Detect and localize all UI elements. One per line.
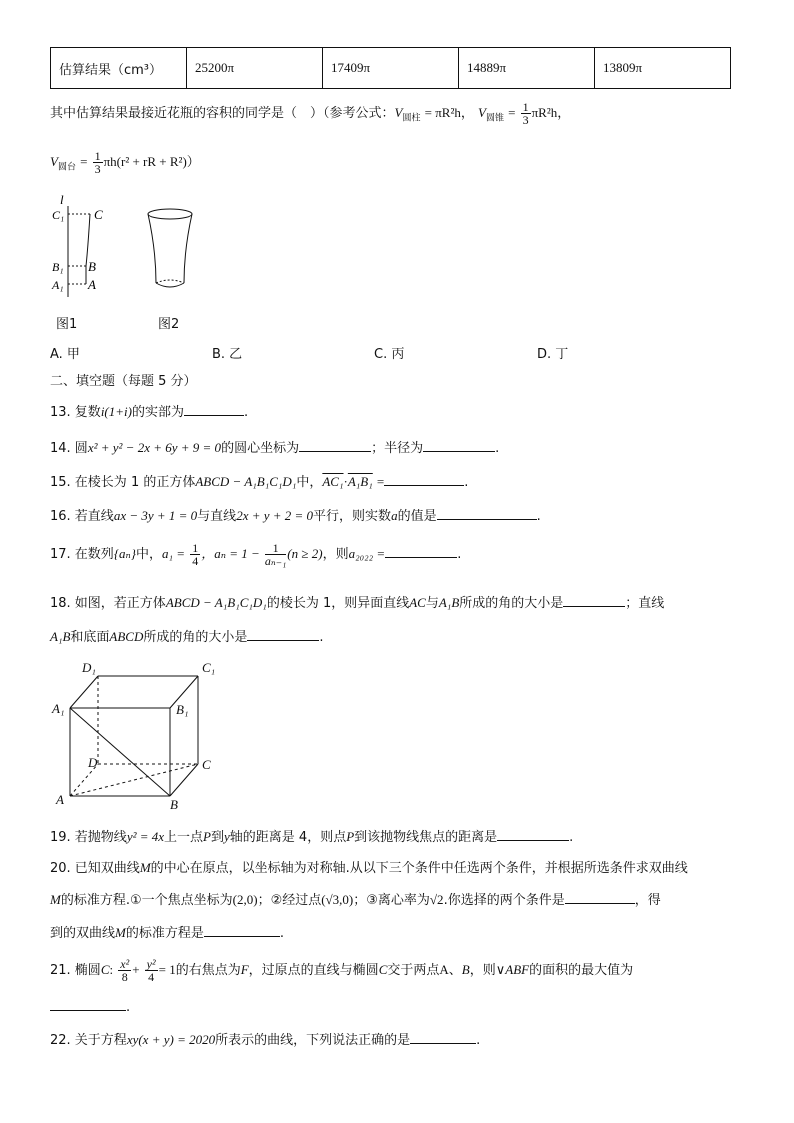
cube-label-d: D — [88, 755, 98, 770]
answer-blank[interactable] — [299, 439, 371, 452]
q22-end: . — [476, 1033, 481, 1048]
frac-num: 1 — [522, 100, 529, 114]
fig1-caption: 图1 — [56, 317, 78, 332]
q22-pre: 22. 关于方程 — [50, 1033, 127, 1048]
q15-dot: · — [343, 474, 348, 489]
answer-blank[interactable] — [437, 507, 537, 520]
q17-pre: 17. 在数列 — [50, 547, 114, 562]
q16-mid: 与直线 — [197, 509, 237, 524]
q18-ac: AC — [409, 595, 426, 610]
q20-line1: 20. 已知双曲线 — [50, 861, 140, 876]
q17-post: ，则 — [322, 547, 349, 562]
cube-label-c1: C₁ — [202, 660, 216, 675]
table-cell: 13809π — [595, 48, 731, 89]
estimate-table — [50, 47, 731, 89]
q13-end: . — [243, 405, 249, 420]
q18-pre: 18. 如图，若正方体 — [50, 596, 166, 611]
q13-post: 的实部为 — [131, 405, 184, 420]
fig1-label-l: l — [60, 192, 64, 207]
q19-mid: 上一点 — [164, 830, 204, 845]
q15-expr: ABCD − A₁B₁C₁D₁ — [195, 474, 297, 489]
q21-pre: 21. 椭圆 — [50, 963, 101, 978]
q16-post: 的值是 — [397, 509, 437, 524]
q20-line2b: ；②经过点 — [257, 893, 322, 908]
q20-ecc: √2 — [429, 892, 444, 907]
cube-figure — [50, 658, 230, 814]
formula-sub: 圆锥 — [485, 113, 504, 124]
q18-end: ；直线 — [625, 596, 665, 611]
q19-expr: y² = 4x — [126, 829, 165, 844]
fig1-label-a1: A₁ — [52, 278, 64, 292]
section-title: 二、填空题（每题 5 分） — [50, 374, 197, 389]
q21-mid3: 交于两点 — [387, 963, 440, 978]
question-14 — [50, 437, 499, 456]
q20-line3-end: . — [279, 926, 285, 941]
frac-den: aₙ₋₁ — [264, 554, 287, 568]
answer-blank[interactable] — [184, 403, 244, 416]
q21-c2: C — [378, 962, 388, 977]
fig1-label-c1: C₁ — [52, 208, 65, 222]
question-20-line2 — [50, 889, 661, 908]
fraction — [190, 542, 200, 567]
q12-stem — [50, 101, 570, 126]
question-16 — [50, 505, 541, 524]
q19-p2: P — [346, 829, 355, 844]
fig1-label-b1: B₁ — [52, 260, 64, 274]
q17-target: a₂₀₂₂ = — [348, 546, 386, 561]
answer-blank[interactable] — [497, 828, 569, 841]
q18-line2-a1b: A₁B — [50, 629, 71, 644]
answer-blank[interactable] — [204, 924, 280, 937]
q15-vec2: A₁B₁ — [347, 474, 373, 489]
cube-label-c: C — [202, 757, 211, 772]
frac-num: x² — [120, 957, 130, 971]
q16-e2: 2x + y + 2 = 0 — [236, 508, 314, 523]
q14-end: . — [495, 441, 500, 456]
fig1-label-a: A — [88, 277, 96, 292]
q20-line2c: ；③离心率为 — [353, 893, 430, 908]
fig2-caption: 图2 — [158, 317, 180, 332]
q18-a1b: A₁B — [438, 595, 460, 610]
q15-mid: 中， — [296, 475, 323, 490]
q14-mid2: ；半径为 — [371, 441, 424, 456]
q17-cond: (n ≥ 2) — [287, 546, 323, 561]
q21-a: A — [439, 962, 449, 977]
q21-mid: 的右焦点为 — [175, 963, 241, 978]
q19-mid2: 到 — [211, 830, 225, 845]
q19-mid3: 轴的距离是 4，则点 — [229, 830, 347, 845]
q19-post: 到该抛物线焦点的距离是 — [354, 830, 498, 845]
formula-rhs: πR²h， — [531, 105, 571, 120]
q21-post2: 的面积的最大值为 — [529, 963, 634, 978]
q22-expr: xy(x + y) = 2020 — [126, 1032, 216, 1047]
answer-blank[interactable] — [385, 545, 457, 558]
frac-den: 4 — [192, 554, 199, 568]
q22-post: 所表示的曲线，下列说法正确的是 — [215, 1033, 411, 1048]
fraction — [118, 958, 131, 983]
q19-y: y — [224, 829, 230, 844]
q15-eq: = — [376, 474, 385, 489]
q21-colon: : — [109, 962, 114, 977]
formula-rhs: = πR²h， — [424, 105, 474, 120]
frac-num: 1 — [192, 541, 199, 555]
q20-line3a: 到的双曲线 — [50, 926, 116, 941]
q14-pre: 14. 圆 — [50, 441, 88, 456]
q13-expr: i(1+i) — [100, 404, 132, 419]
q21-plus: + — [132, 962, 140, 977]
figure-1 — [48, 192, 118, 302]
answer-blank[interactable] — [384, 473, 464, 486]
fraction — [93, 150, 103, 175]
q17-mid: 中， — [135, 547, 162, 562]
table-row — [51, 48, 731, 89]
fig1-label-c: C — [94, 207, 103, 222]
q20-focus: (2,0) — [232, 892, 258, 907]
option-c[interactable]: C. 丙 — [374, 347, 405, 362]
q20-line2d: .你选择的两个条件是 — [443, 893, 565, 908]
q18-line2-end: . — [319, 630, 324, 645]
q18-mid2: 与 — [425, 596, 439, 611]
table-cell: 17409π — [323, 48, 459, 89]
q20-line1b: 的中心在原点，以坐标轴为对称轴.从以下三个条件中任选两个条件，并根据所选条件求双曲线 — [150, 861, 688, 876]
question-19 — [50, 826, 573, 845]
q21-b: B — [461, 962, 470, 977]
q16-mid2: 平行，则实数 — [313, 509, 392, 524]
formula-v: V — [477, 105, 486, 120]
formula-eq: = — [80, 154, 88, 169]
q21-mid2: ，过原点的直线与椭圆 — [248, 963, 379, 978]
frac-den: 3 — [94, 162, 101, 176]
q20-line3-m: M — [115, 925, 126, 940]
q16-e1: ax − 3y + 1 = 0 — [113, 508, 198, 523]
q16-var: a — [391, 508, 398, 523]
q20-line2a: 的标准方程.①一个焦点坐标为 — [60, 893, 233, 908]
q19-pre: 19. 若抛物线 — [50, 830, 127, 845]
question-18-line1 — [50, 592, 664, 611]
table-cell: 14889π — [459, 48, 595, 89]
q21-eq1: = 1 — [158, 962, 176, 977]
answer-blank[interactable] — [563, 594, 625, 607]
option-a[interactable]: A. 甲 — [50, 347, 80, 362]
q15-pre: 15. 在棱长为 1 的正方体 — [50, 475, 196, 490]
q17-seq: {aₙ} — [113, 546, 136, 561]
answer-blank[interactable] — [423, 439, 495, 452]
frac-den: 3 — [522, 113, 529, 127]
question-20-line1 — [50, 857, 688, 876]
q17-a1: a₁ = — [162, 546, 186, 561]
q21-c: C — [100, 962, 110, 977]
table-cell: 25200π — [187, 48, 323, 89]
frac-num: y² — [146, 957, 156, 971]
frac-num: 1 — [94, 149, 101, 163]
frac-num: 1 — [265, 542, 286, 555]
formula-v: V — [394, 105, 403, 120]
q20-point: (√3,0) — [321, 892, 354, 907]
option-b[interactable]: B. 乙 — [212, 347, 243, 362]
answer-blank[interactable] — [50, 998, 126, 1011]
frac-den: 4 — [148, 970, 155, 984]
question-17 — [50, 542, 461, 567]
answer-blank[interactable] — [565, 891, 635, 904]
q18-line2-mid: 和底面 — [70, 630, 110, 645]
question-18-line2 — [50, 626, 324, 645]
question-20-line3 — [50, 922, 284, 941]
q21-sep: 、 — [448, 963, 462, 978]
frac-den: 8 — [121, 970, 128, 984]
q14-mid: 的圆心坐标为 — [221, 441, 300, 456]
q13-pre: 13. 复数 — [50, 405, 101, 420]
q20-line2-m: M — [50, 892, 61, 907]
q16-pre: 16. 若直线 — [50, 509, 114, 524]
q18-post: 所成的角的大小是 — [459, 596, 564, 611]
q20-line2e: ，得 — [634, 893, 661, 908]
q18-line2-abcd: ABCD — [109, 629, 144, 644]
table-header-cell: 估算结果（cm³） — [51, 48, 187, 89]
cube-label-d1: D₁ — [82, 660, 96, 675]
q18-line2-post: 所成的角的大小是 — [143, 630, 248, 645]
q16-end: . — [536, 509, 541, 524]
q21-post: ，则 — [469, 963, 496, 978]
q18-mid: 的棱长为 1，则异面直线 — [266, 596, 410, 611]
fraction — [145, 958, 158, 983]
q19-p: P — [203, 829, 211, 844]
formula-sub: 圆柱 — [402, 113, 421, 124]
q18-cube: ABCD − A₁B₁C₁D₁ — [165, 595, 267, 610]
question-22 — [50, 1029, 480, 1048]
q12-formula3 — [50, 150, 200, 175]
cube-label-b: B — [170, 797, 178, 812]
q15-end: . — [464, 475, 469, 490]
formula-rhs: πh(r² + rR + R²)） — [103, 154, 200, 169]
formula-v: V — [50, 154, 58, 169]
fig1-label-b: B — [88, 259, 96, 274]
formula-eq: = — [508, 105, 516, 120]
q20-line3b: 的标准方程是 — [125, 926, 204, 941]
cube-label-a1: A₁ — [52, 701, 65, 716]
question-21-line2 — [50, 998, 130, 1015]
question-15 — [50, 471, 468, 490]
answer-blank[interactable] — [410, 1031, 476, 1044]
option-d[interactable]: D. 丁 — [537, 347, 569, 362]
fraction — [265, 542, 286, 567]
cube-label-b1: B₁ — [176, 702, 189, 717]
q20-m: M — [139, 860, 151, 875]
q15-vec1: AC₁ — [322, 474, 344, 489]
q21-tri: ∨ABF — [495, 962, 530, 977]
question-13 — [50, 401, 248, 420]
q17-end: . — [457, 547, 462, 562]
q12-stem-text: 其中估算结果最接近花瓶的容积的同学是（ ）（参考公式： — [50, 106, 395, 121]
formula-sub: 圆台 — [57, 162, 76, 173]
question-21 — [50, 958, 633, 983]
q14-expr: x² + y² − 2x + 6y + 9 = 0 — [87, 440, 222, 455]
q21-end: . — [126, 1000, 131, 1015]
answer-blank[interactable] — [247, 628, 319, 641]
q21-f: F — [240, 962, 249, 977]
fraction — [521, 101, 531, 126]
cube-label-a: A — [56, 792, 64, 807]
figure-2-vase — [140, 205, 200, 295]
q17-an: ，aₙ = 1 − — [201, 546, 260, 561]
q19-end: . — [569, 830, 574, 845]
